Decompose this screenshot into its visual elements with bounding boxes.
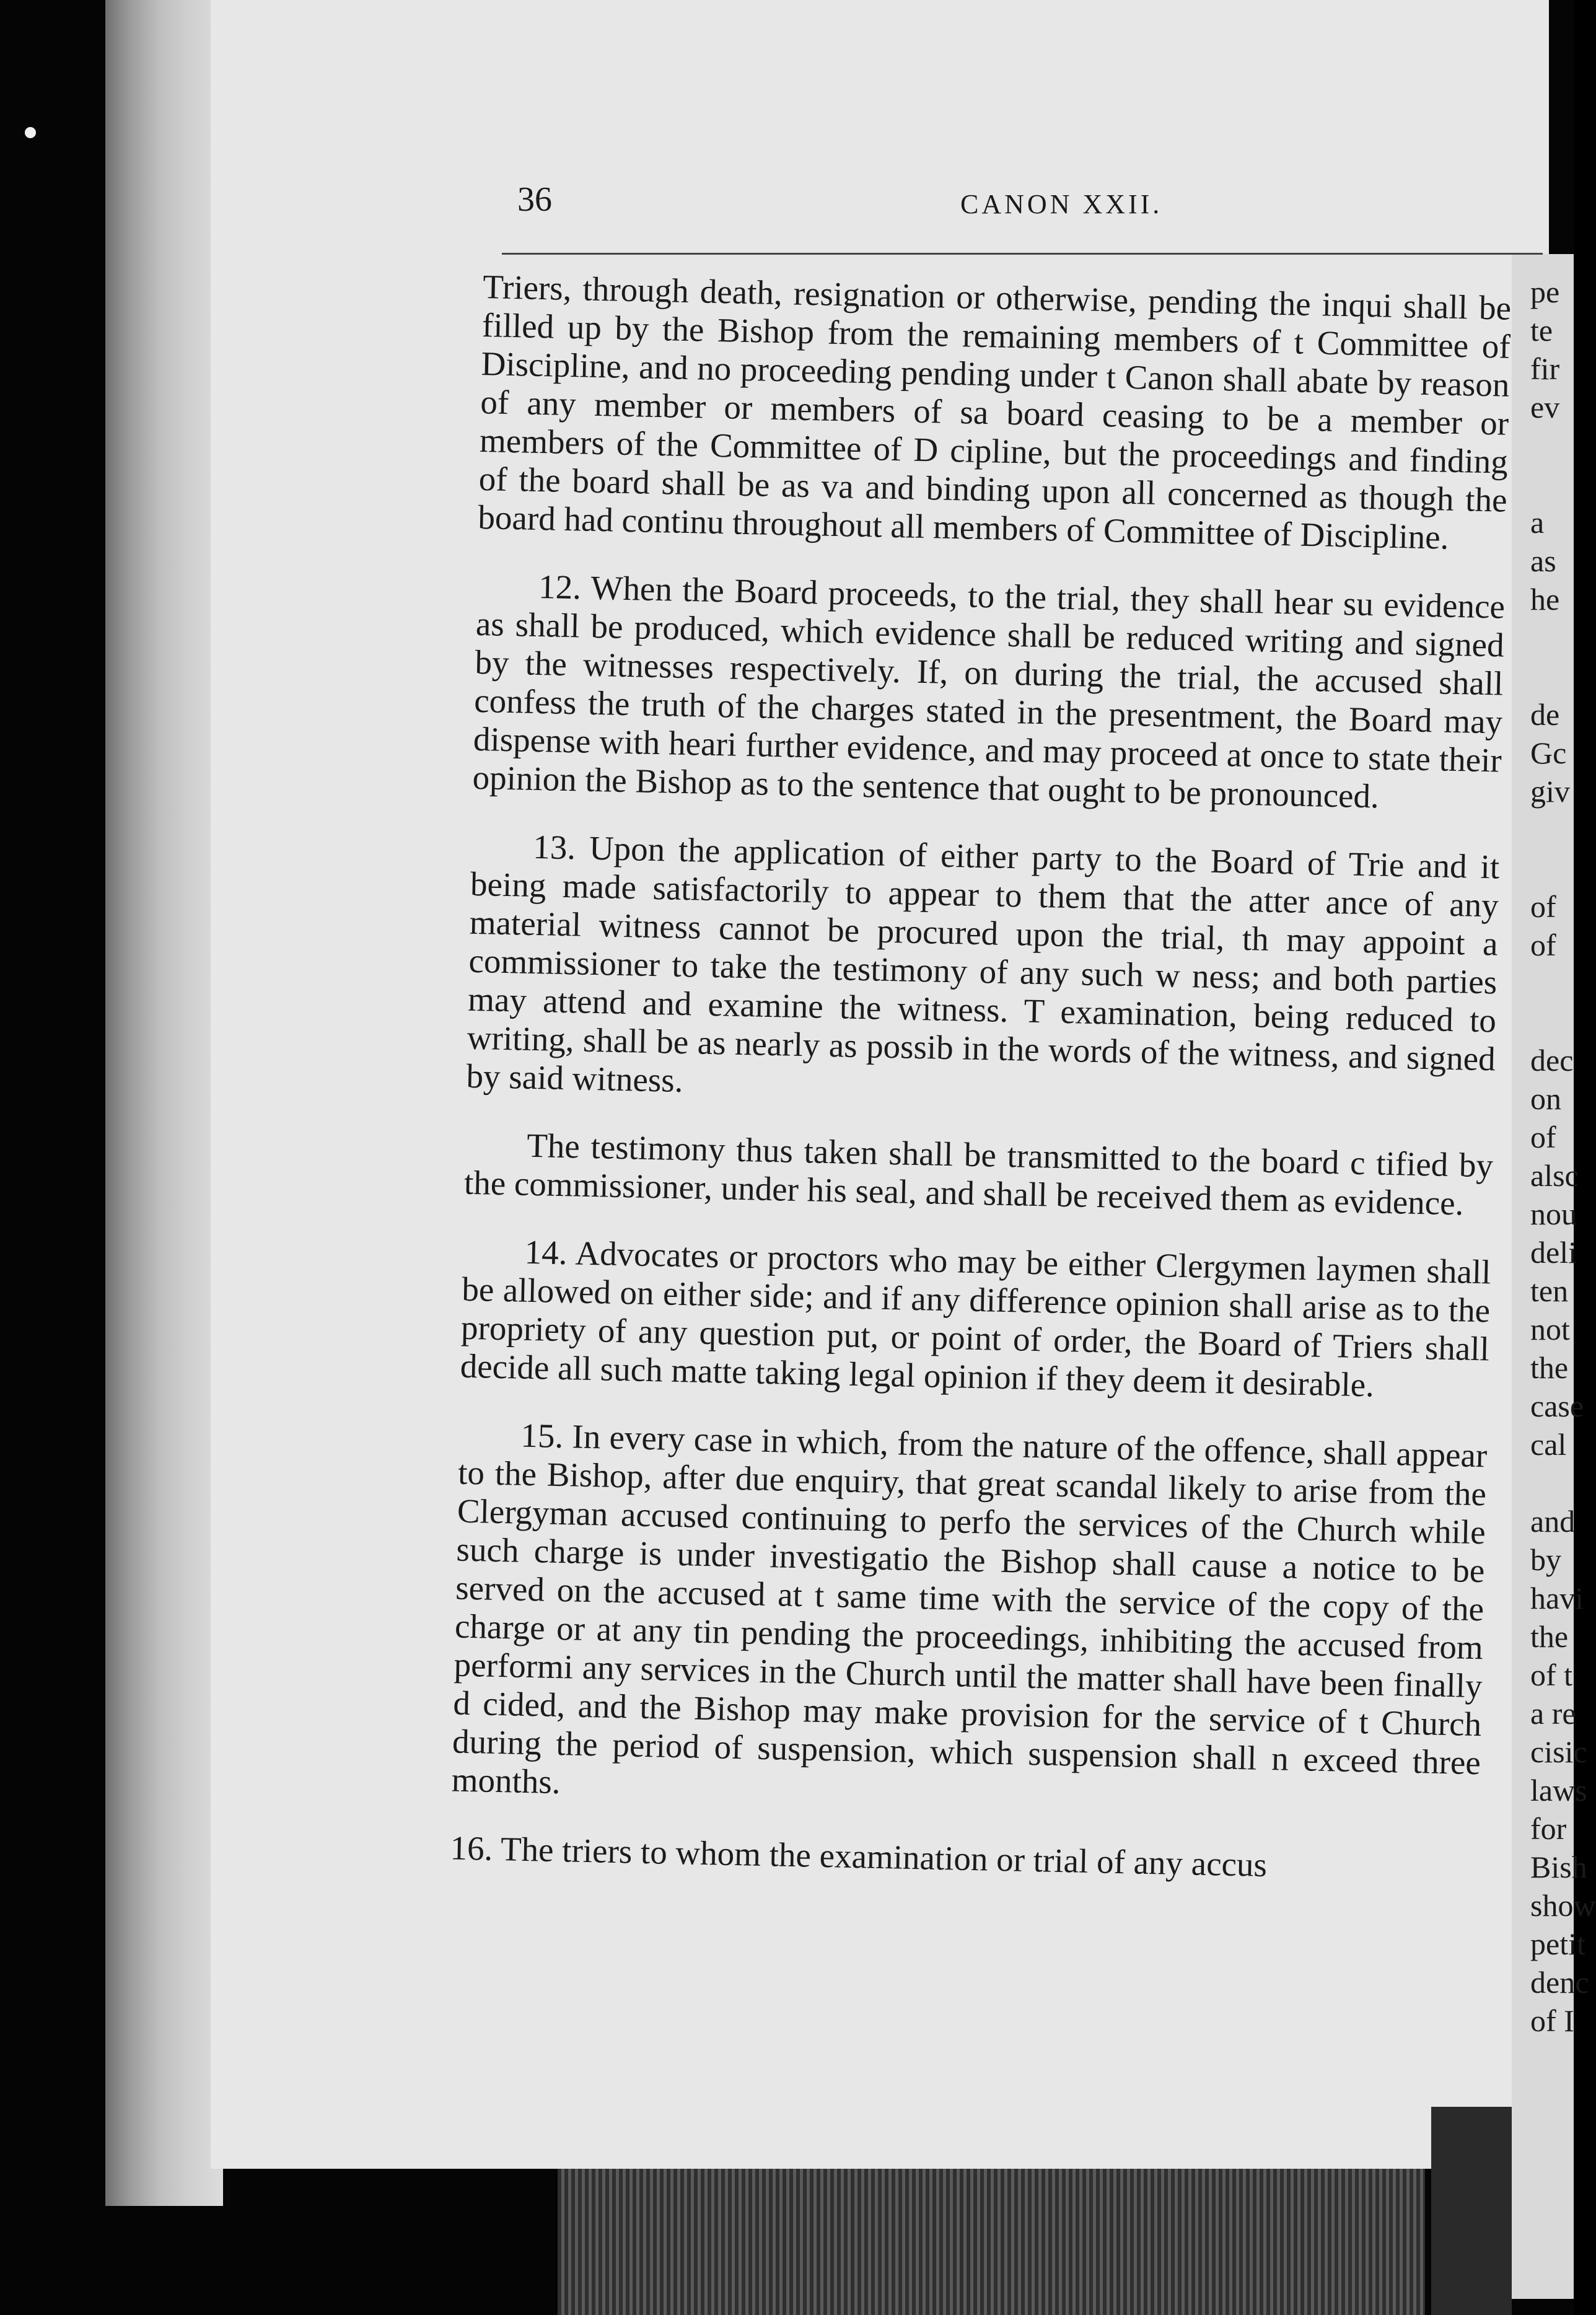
facing-page-fragment: de — [1530, 697, 1560, 732]
facing-page-fragment: on — [1530, 1081, 1561, 1116]
facing-page-fragment — [1530, 964, 1574, 1003]
facing-page-fragment — [1530, 1003, 1574, 1041]
facing-page-fragment: for — [1530, 1811, 1567, 1846]
facing-page-fragment: ev — [1530, 390, 1560, 424]
section-number: 14. — [524, 1232, 568, 1272]
facing-page-fragment: he — [1530, 582, 1560, 617]
binding-shadow — [1431, 2107, 1512, 2315]
section-number: 13. — [532, 827, 576, 867]
facing-page-fragment — [1530, 657, 1574, 695]
facing-page-fragment: te — [1530, 313, 1553, 348]
facing-page-fragment: of t — [1530, 1658, 1573, 1692]
facing-page-fragment: nou — [1530, 1197, 1577, 1231]
facing-page-fragment: fir — [1530, 351, 1560, 386]
facing-page-fragment: the — [1530, 1619, 1569, 1654]
facing-page-fragment — [1530, 426, 1574, 465]
facing-page-fragment: deli — [1530, 1235, 1577, 1270]
facing-page-fragment: Bish — [1530, 1850, 1587, 1884]
facing-page-fragment: of — [1530, 928, 1556, 962]
facing-page-fragment: case — [1530, 1389, 1584, 1423]
paragraph-13: 13. Upon the application of either party to the Board of Trie and it being made satisfactorily to appear to them that the atter ance of any material witness cannot be procured upon the trial, th may appoint a commissioner to take the testimony of any such w ness; and both parties may attend and examine the witness. T examination, being reduced to writing, shall be as nearly as possib in the words of the witness, and signed by said witness. — [466, 827, 1500, 1100]
facing-page-fragment — [1530, 849, 1574, 887]
facing-page-fragment: of I — [1530, 2003, 1574, 2038]
facing-page-fragment: of — [1530, 889, 1556, 924]
paragraph-12: 12. When the Board proceeds, to the trial, they shall hear su evidence as shall be produced, which evidence shall be reduced writing and signed by the witnesses respectively. If, on during the trial, the accused shall confess the truth of the charges stated in the presentment, the Board may dispense with heari further evidence, and may proceed at once to state their opinion the Bishop as to the sentence that ought to be pronounced. — [472, 567, 1506, 815]
book-page-edges — [105, 0, 223, 2206]
paragraph-14: 14. Advocates or proctors who may be either Clergymen laymen shall be allowed on either side; and if any difference opinion shall arise as to the propriety of any question put, or point of order, the Board of Triers shall decide all such matte taking legal opinion if they deem it desirable. — [460, 1232, 1492, 1404]
facing-page-fragment — [1530, 465, 1574, 503]
facing-page-fragment: cal — [1530, 1427, 1567, 1462]
facing-page-fragment: not — [1530, 1312, 1570, 1346]
facing-page-fragment — [1530, 810, 1574, 849]
paragraph-16: 16. The triers to whom the examination or trial of any accus — [449, 1829, 1268, 1884]
paragraph-13-testimony: The testimony thus taken shall be transmitted to the board c tified by the commissioner, under his seal, and shall be received them as evidence. — [463, 1126, 1494, 1223]
facing-page-fragment: a — [1530, 505, 1545, 540]
facing-page-fragment: and — [1530, 1504, 1576, 1539]
facing-page-fragment: show — [1530, 1888, 1596, 1923]
facing-page-fragment: pe — [1530, 275, 1560, 309]
running-head — [0, 180, 1574, 235]
paragraph-15: 15. In every case in which, from the nature of the offence, shall appear to the Bishop, after due enquiry, that great scandal likely to arise from the Clergyman accused continuing to perfo the services of the Church while such charge is under investigatio the Bishop shall cause a notice to be served on the accused at t same time with the service of the copy of the charge or at any tin pending the proceedings, inhibiting the accused from performi any services in the Church until the matter shall have been finally d cided, and the Bishop may make provision for the service of t Church during the period of suspension, which suspension shall n exceed three months. — [451, 1416, 1488, 1801]
header-rule — [502, 253, 1543, 255]
page-body — [445, 268, 1511, 2086]
section-number: 15. — [520, 1416, 564, 1456]
facing-page-fragment: a re — [1530, 1696, 1576, 1731]
facing-page-fragment: havi — [1530, 1581, 1584, 1615]
facing-page-fragment: cisic — [1530, 1734, 1587, 1769]
facing-page-fragment: ten — [1530, 1273, 1569, 1308]
facing-page-fragment — [1530, 1464, 1574, 1502]
facing-page-fragment: by — [1530, 1542, 1561, 1577]
facing-page-fragment: denc — [1530, 1965, 1589, 2000]
section-number: 12. — [538, 567, 582, 607]
facing-page-text-fragments — [1530, 273, 1596, 2070]
facing-page-fragment: the — [1530, 1350, 1569, 1385]
facing-page-fragment: as — [1530, 543, 1556, 578]
facing-page-fragment: of — [1530, 1120, 1556, 1154]
facing-page-fragment: Gc — [1530, 736, 1567, 770]
facing-page-fragment: giv — [1530, 774, 1570, 809]
paragraph-continuation: Triers, through death, resignation or otherwise, pending the inqui shall be filled up by the Bishop from the remaining members of t Committee of Discipline, and no proceeding pending under t Canon shall abate by reason of any member or members of sa board ceasing to be a member or members of the Committee of D cipline, but the proceedings and finding of the board shall be as va and binding upon all concerned as though the board had continu throughout all members of Committee of Discipline. — [477, 268, 1512, 556]
facing-page-fragment — [1530, 618, 1574, 657]
facing-page-fragment: laws — [1530, 1773, 1587, 1808]
page-number: 36 — [517, 180, 552, 219]
facing-page-fragment: alsc — [1530, 1158, 1579, 1193]
facing-page-fragment: dec — [1530, 1043, 1574, 1078]
section-number: 16. — [449, 1829, 493, 1868]
book-cloth-binding — [558, 2169, 1425, 2315]
running-title: CANON XXII. — [960, 189, 1163, 219]
facing-page-fragment: petit — [1530, 1926, 1585, 1961]
scan-speck — [25, 127, 36, 138]
